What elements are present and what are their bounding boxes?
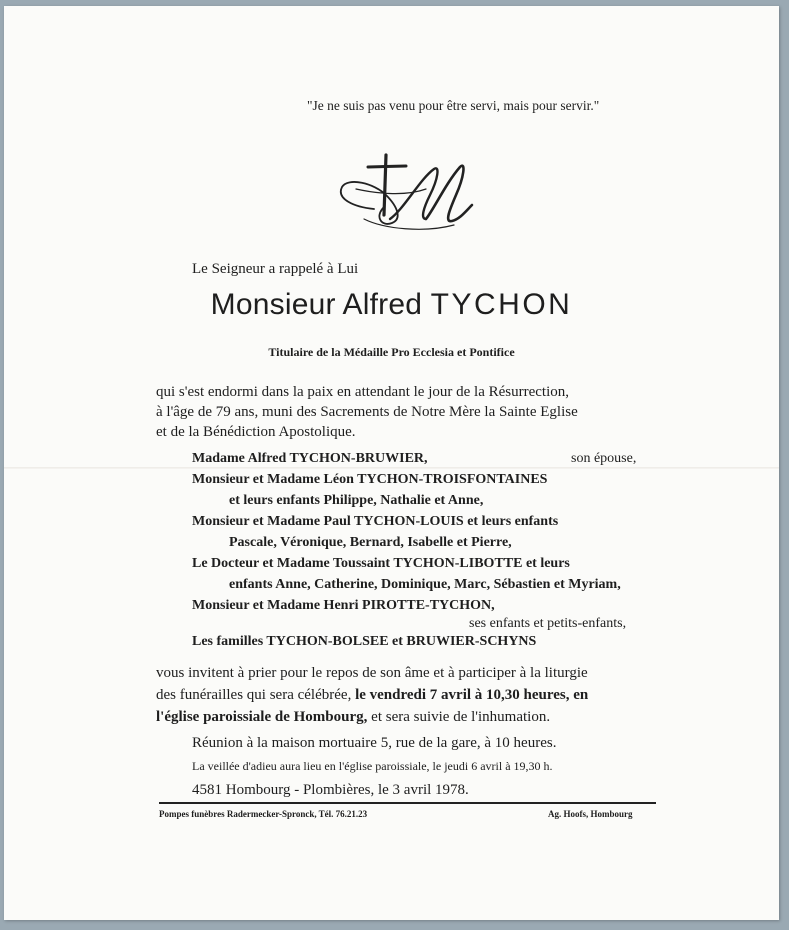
family-line: Monsieur et Madame Léon TYCHON-TROISFONTAINES [192, 472, 548, 487]
footer-rule [159, 802, 656, 804]
announcement-line: et de la Bénédiction Apostolique. [156, 424, 356, 440]
family-line: Pascale, Véronique, Bernard, Isabelle et Pierre, [229, 535, 512, 550]
medal-title: Titulaire de la Médaille Pro Ecclesia et Pontifice [268, 345, 515, 359]
deceased-name [4, 288, 779, 322]
deceased-surname: TYCHON [430, 288, 573, 321]
deceased-given-name: Monsieur Alfred [210, 288, 423, 321]
invitation-date-time: le vendredi 7 avril à 10,30 heures, en [355, 687, 589, 703]
invitation-text: des funérailles qui sera célébrée, [156, 687, 352, 703]
family-line: Monsieur et Madame Paul TYCHON-LOUIS et leurs enfants [192, 514, 559, 529]
fold-line [4, 467, 779, 469]
invitation-text: et sera suivie de l'inhumation. [371, 709, 551, 725]
invitation-church: l'église paroissiale de Hombourg, [156, 709, 368, 725]
family-grandchildren: ses enfants et petits-enfants, [469, 616, 627, 631]
family-line: Monsieur et Madame Henri PIROTTE-TYCHON, [192, 598, 495, 613]
invitation-line: vous invitent à prier pour le repos de son âme et à participer à la liturgie [156, 665, 588, 681]
quote: "Je ne suis pas venu pour être servi, mais pour servir." [307, 98, 600, 113]
reunion-line: Réunion à la maison mortuaire 5, rue de la gare, à 10 heures. [192, 735, 557, 751]
mourning-card [4, 6, 779, 920]
footer-agency: Ag. Hoofs, Hombourg [548, 809, 633, 819]
family-line: et leurs enfants Philippe, Nathalie et Anne, [229, 493, 484, 508]
family-line: Le Docteur et Madame Toussaint TYCHON-LIBOTTE et leurs [192, 556, 570, 571]
invitation-line [156, 687, 588, 704]
family-extended: Les familles TYCHON-BOLSEE et BRUWIER-SCHYNS [192, 634, 537, 649]
intro-line: Le Seigneur a rappelé à Lui [192, 261, 359, 277]
family-spouse: Madame Alfred TYCHON-BRUWIER, [192, 451, 428, 466]
place-date: 4581 Hombourg - Plombières, le 3 avril 1978. [192, 782, 469, 798]
cross-monogram-icon [334, 149, 476, 239]
family-spouse-role: son épouse, [571, 451, 637, 466]
family-line: enfants Anne, Catherine, Dominique, Marc, Sébastien et Myriam, [229, 577, 621, 592]
vigil-line: La veillée d'adieu aura lieu en l'église paroissiale, le jeudi 6 avril à 19,30 h. [192, 759, 553, 773]
announcement-line: à l'âge de 79 ans, muni des Sacrements de Notre Mère la Sainte Eglise [156, 404, 578, 420]
announcement-line: qui s'est endormi dans la paix en attendant le jour de la Résurrection, [156, 384, 569, 400]
invitation-line [156, 709, 550, 726]
footer-funeral-home: Pompes funèbres Radermecker-Spronck, Tél. 76.21.23 [159, 809, 368, 819]
